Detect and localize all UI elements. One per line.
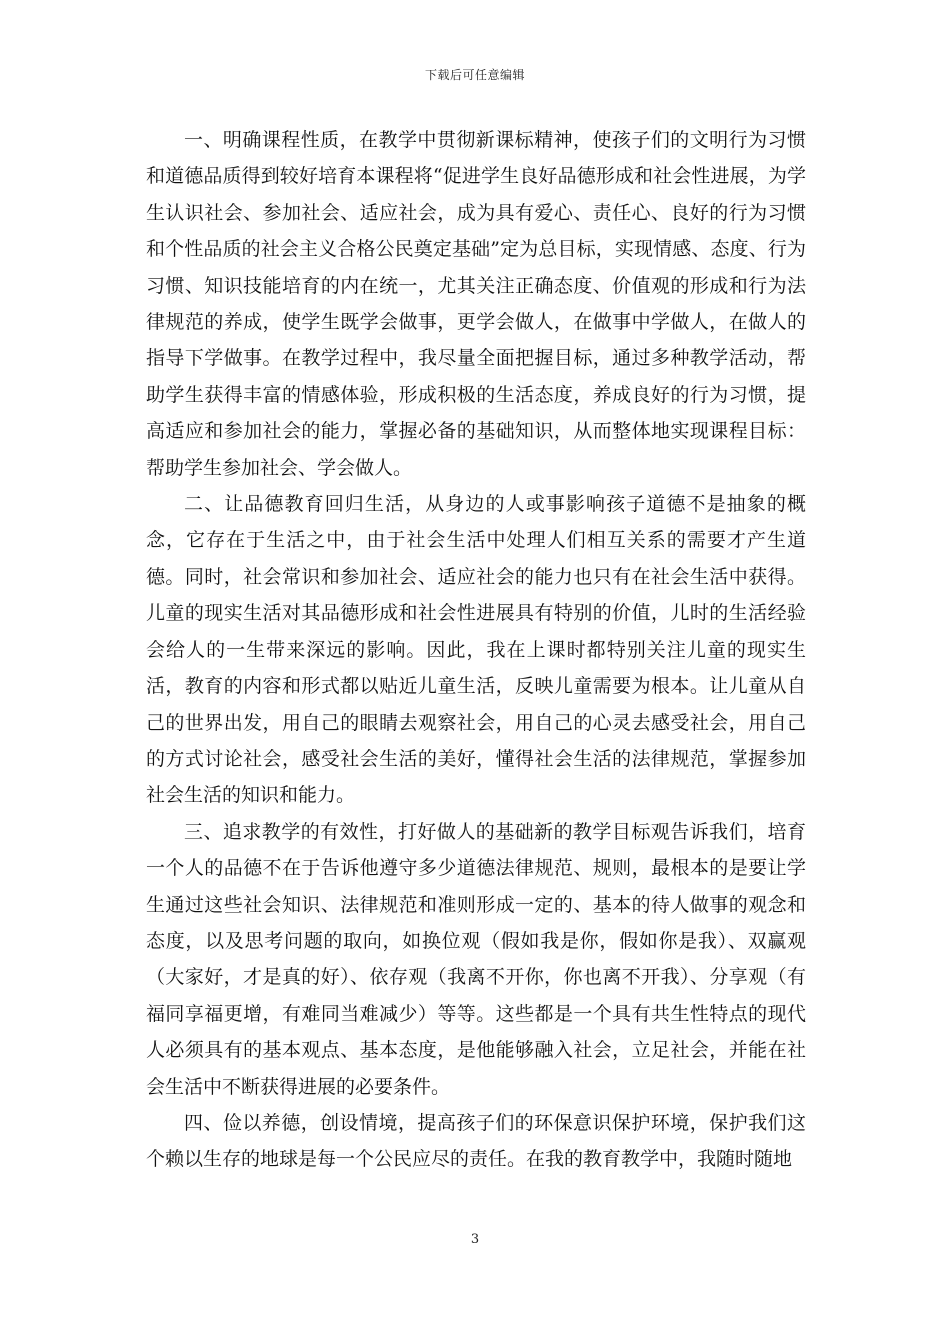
paragraph-2: 二、让品德教育回归生活，从身边的人或事影响孩子道德不是抽象的概念，它存在于生活之中，由于社会生活中处理人们相互关系的需要才产生道德。同时，社会常识和参加社会、适应社会的能力也只有在社会生活中获得。儿童的现实生活对其品德形成和社会性进展具有特别的价值，儿时的生活经验会给人的一生带来深远的影响。因此，我在上课时都特别关注儿童的现实生活，教育的内容和形式都以贴近儿童生活，反映儿童需要为根本。让儿童从自己的世界出发，用自己的眼睛去观察社会，用自己的心灵去感受社会，用自己的方式讨论社会，感受社会生活的美好，懂得社会生活的法律规范，掌握参加社会生活的知识和能力。 (146, 493, 806, 807)
paragraph-4: 四、俭以养德，创设情境，提高孩子们的环保意识保护环境，保护我们这个赖以生存的地球是每一个公民应尽的责任。在我的教育教学中，我随时随地 (146, 1111, 806, 1171)
paragraph-3: 三、追求教学的有效性，打好做人的基础新的教学目标观告诉我们，培育一个人的品德不在于告诉他遵守多少道德法律规范、规则，最根本的是要让学生通过这些社会知识、法律规范和准则形成一定的、基本的待人做事的观念和态度，以及思考问题的取向，如换位观（假如我是你，假如你是我）、双赢观（大家好，才是真的好）、依存观（我离不开你，你也离不开我）、分享观（有福同享福更增，有难同当难减少）等等。这些都是一个具有共生性特点的现代人必须具有的基本观点、基本态度，是他能够融入社会，立足社会，并能在社会生活中不断获得进展的必要条件。 (146, 820, 806, 1098)
page-number: 3 (470, 1232, 480, 1247)
paragraph-1: 一、明确课程性质，在教学中贯彻新课标精神，使孩子们的文明行为习惯和道德品质得到较好培育本课程将“促进学生良好品德形成和社会性进展，为学生认识社会、参加社会、适应社会，成为具有爱心、责任心、良好的行为习惯和个性品质的社会主义合格公民奠定基础”定为总目标，实现情感、态度、行为习惯、知识技能培育的内在统一，尤其关注正确态度、价值观的形成和行为法律规范的养成，使学生既学会做事，更学会做人，在做事中学做人，在做人的指导下学做事。在教学过程中，我尽量全面把握目标，通过多种教学活动，帮助学生获得丰富的情感体验，形成积极的生活态度，养成良好的行为习惯，提高适应和参加社会的能力，掌握必备的基础知识，从而整体地实现课程目标：帮助学生参加社会、学会做人。 (146, 129, 806, 479)
page-header: 下载后可任意编辑 (424, 68, 525, 82)
document-body (146, 122, 806, 1178)
